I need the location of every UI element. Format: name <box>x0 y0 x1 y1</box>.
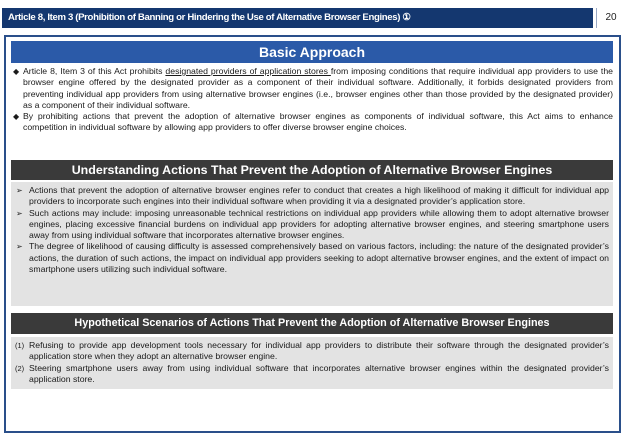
list-item <box>15 340 609 363</box>
list-item-text: Such actions may include: imposing unreasonable technical restrictions on individual app providers while allowing them to adopt alternative browser engines, placing excessive financial burdens on individual app providers for adopting alternative browser engines, and steering smartphone users away from using individual software that incorporates alternative browser engines. <box>29 207 609 241</box>
scenarios-box <box>11 337 613 389</box>
list-item-text: The degree of likelihood of causing difficulty is assessed comprehensively based on various factors, including: the nature of the designated provider’s actions, the duration of such actions, the impact on individual app providers seeking to adopt alternative browser engines, and the extent of impact on smartphone users utilizing such individual software. <box>29 241 609 275</box>
bullet-text-end: from imposing conditions that require individual app providers to use the browser engine offered by the designated provider as a component of their individual software. Additionally, it forbids designated providers from preventing individual app providers from using alternative browser engines (i.e., browser engines other than those provided by the designated provider) as a component of their individual software. <box>23 66 613 110</box>
list-item-text: Refusing to provide app development tools necessary for individual app providers to distribute their software through the designated provider’s application store when they adopt an alternative browser engine. <box>29 340 609 362</box>
understanding-box <box>11 182 613 306</box>
basic-approach-heading: Basic Approach <box>11 41 613 63</box>
list-item <box>15 208 609 242</box>
underlined-term: designated providers of application stores <box>165 66 331 76</box>
basic-approach-bullet <box>11 111 613 134</box>
arrow-bullet-icon: ➢ <box>16 208 23 218</box>
list-item-text: Steering smartphone users away from using individual software that incorporates alternative browser engines within the designated provider’s application store. <box>29 362 609 384</box>
list-item <box>15 185 609 208</box>
arrow-bullet-icon: ➢ <box>16 242 23 252</box>
slide-title: Article 8, Item 3 (Prohibition of Banning or Hindering the Use of Alternative Browser Engines) ① <box>2 8 593 28</box>
list-item-text: Actions that prevent the adoption of alternative browser engines refer to conduct that creates a high likelihood of making it difficult for individual app providers to incorporate such engines into their individual software when providing it via a designated provider’s application store. <box>29 185 609 207</box>
item-number: (2) <box>15 363 25 373</box>
diamond-bullet-icon: ◆ <box>13 67 20 76</box>
scenarios-heading: Hypothetical Scenarios of Actions That Prevent the Adoption of Alternative Browser Engines <box>11 313 613 334</box>
item-number: (1) <box>15 341 25 350</box>
bullet-text: By prohibiting actions that prevent the adoption of alternative browser engines as components of individual software, this Act aims to enhance competition in individual software by allowing app providers to offer diverse browser engine choices. <box>23 111 613 133</box>
understanding-heading: Understanding Actions That Prevent the Adoption of Alternative Browser Engines <box>11 160 613 180</box>
page-number: 20 <box>596 8 625 28</box>
slide-header <box>0 0 626 34</box>
diamond-bullet-icon: ◆ <box>13 112 20 122</box>
list-item <box>15 241 609 275</box>
basic-approach-bullet <box>11 66 613 111</box>
bullet-text-start: Article 8, Item 3 of this Act prohibits <box>23 66 166 76</box>
basic-approach-bullets <box>11 66 613 134</box>
list-item <box>15 363 609 386</box>
arrow-bullet-icon: ➢ <box>16 186 23 195</box>
